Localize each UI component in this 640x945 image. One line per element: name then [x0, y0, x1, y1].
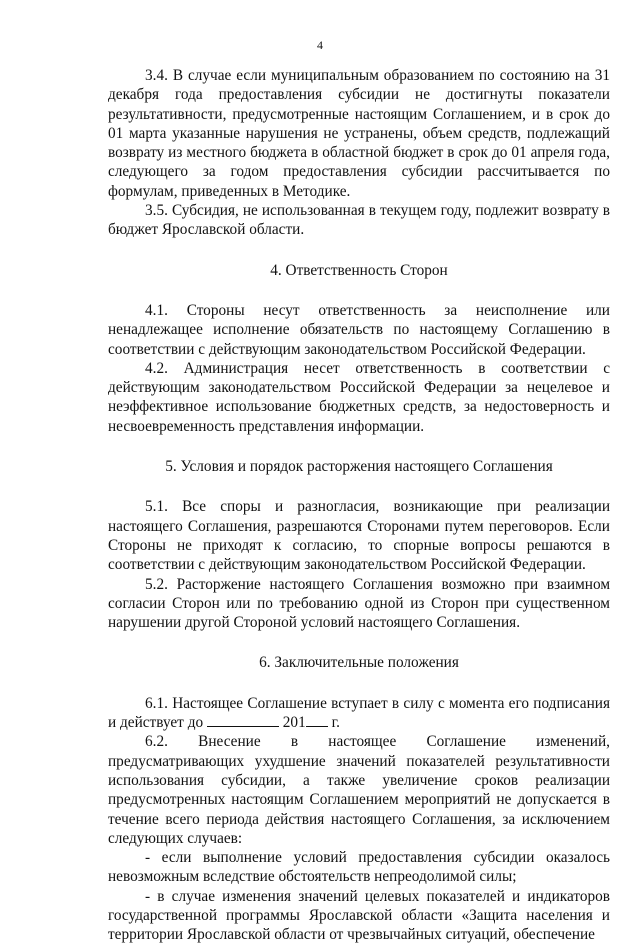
paragraph-6-2-bullet-1: - если выполнение условий предоставления субсидии оказалось невозможным вследствие обстоятельств непреодолимой силы; [108, 849, 610, 886]
paragraph-3-5: 3.5. Субсидия, не использованная в текущем году, подлежит возврату в бюджет Ярославской области. [108, 202, 610, 239]
year-prefix: 201 [282, 714, 306, 732]
paragraph-6-2-bullet-2: - в случае изменения значений целевых показателей и индикаторов государственной программы Ярославской области «Защита населения и территории Ярославской области от чрезвычайных ситуаций, обеспечение [108, 887, 610, 944]
paragraph-5-1: 5.1. Все споры и разногласия, возникающие при реализации настоящего Соглашения, разрешаются Сторонами путем переговоров. Если Стороны не приходят к согласию, то спорные вопросы решаются в соответствии с действующим законодательством Российской Федерации. [108, 498, 610, 574]
date-blank [207, 714, 279, 727]
paragraph-6-2: 6.2. Внесение в настоящее Соглашение изменений, предусматривающих ухудшение значений показателей результативности использования субсидии, а также увеличение сроков реализации предусмотренных настоящим Соглашением мероприятий не допускается в течение всего периода действия настоящего Соглашения, за исключением следующих случаев: [108, 733, 610, 847]
year-blank [306, 714, 328, 727]
paragraph-4-2: 4.2. Администрация несет ответственность в соответствии с действующим законодательством Российской Федерации за нецелевое и неэффективное использование бюджетных средств, за недостоверность и несвоевременность представления информации. [108, 359, 610, 435]
year-suffix: г. [331, 714, 340, 732]
section-heading-5: 5. Условия и порядок расторжения настоящего Соглашения [165, 458, 553, 476]
section-heading-6: 6. Заключительные положения [259, 654, 459, 672]
document-body [108, 66, 610, 945]
paragraph-5-2: 5.2. Расторжение настоящего Соглашения возможно при взаимном согласии Сторон или по требованию одной из Сторон при существенном нарушении другой Стороной условий настоящего Соглашения. [108, 575, 610, 632]
paragraph-6-1 [108, 694, 610, 733]
paragraph-3-4: 3.4. В случае если муниципальным образованием по состоянию на 31 декабря года предоставления субсидии не достигнуты показатели результативности, предусмотренные настоящим Соглашением, и в срок до 01 марта указанные нарушения не устранены, объем средств, подлежащий возврату из местного бюджета в областной бюджет в срок до 01 апреля года, следующего за годом предоставления субсидии рассчитывается по формулам, приведенных в Методике. [108, 67, 610, 200]
paragraph-6-1-text: 6.1. Настоящее Соглашение вступает в силу с момента его подписания и действует до [108, 694, 610, 732]
section-heading-4: 4. Ответственность Сторон [270, 261, 448, 279]
page-number: 4 [317, 38, 323, 52]
paragraph-4-1: 4.1. Стороны несут ответственность за неисполнение или ненадлежащее исполнение обязательств по настоящему Соглашению в соответствии с действующим законодательством Российской Федерации. [108, 301, 610, 358]
